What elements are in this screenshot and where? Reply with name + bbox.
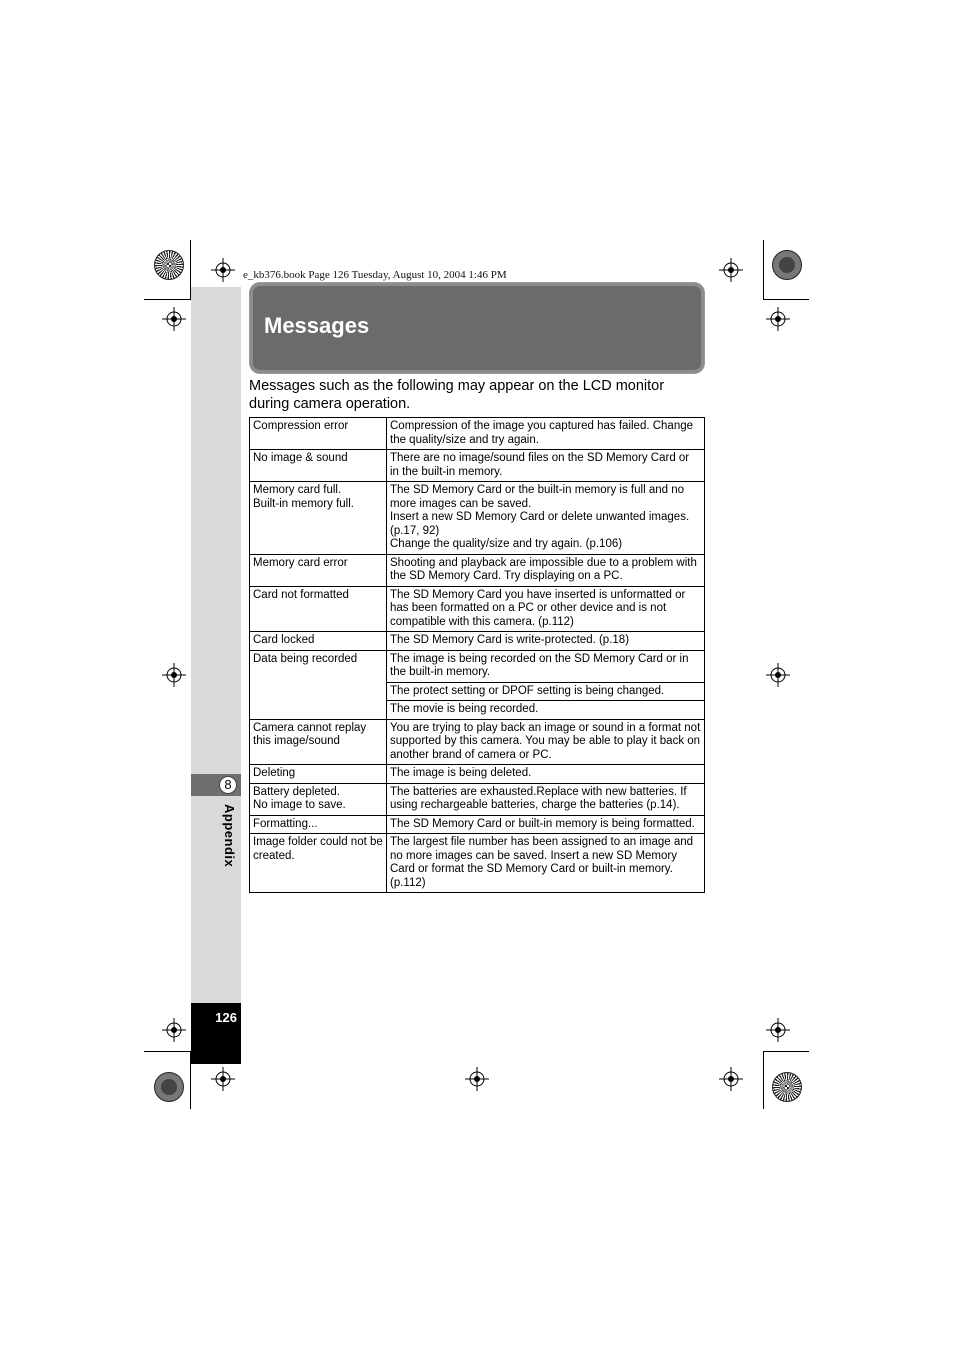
description-cell: The SD Memory Card or built-in memory is being formatted. [387, 815, 705, 834]
message-cell: Camera cannot replay this image/sound [250, 719, 387, 765]
color-target-icon [772, 250, 802, 280]
table-row [250, 482, 705, 555]
side-strip [191, 287, 241, 1064]
registration-mark-icon [719, 258, 743, 282]
message-cell: Memory card error [250, 554, 387, 586]
description-cell: The SD Memory Card you have inserted is unformatted or has been formatted on a PC or other device and is not compatible with this camera. (p.112) [387, 586, 705, 632]
table-row [250, 815, 705, 834]
chapter-number: 8 [219, 776, 237, 794]
registration-mark-icon [766, 1018, 790, 1042]
message-cell: Battery depleted. No image to save. [250, 783, 387, 815]
table-row [250, 719, 705, 765]
description-cell: Compression of the image you captured has failed. Change the quality/size and try again. [387, 418, 705, 450]
table-row [250, 783, 705, 815]
description-cell: The SD Memory Card or the built-in memory is full and no more images can be saved. Insert a new SD Memory Card or delete unwanted images. (p.17, 92) Change the quality/size and try again. (p.106) [387, 482, 705, 555]
message-cell: Image folder could not be created. [250, 834, 387, 893]
table-row [250, 450, 705, 482]
message-cell: Deleting [250, 765, 387, 784]
description-cell: The batteries are exhausted.Replace with new batteries. If using rechargeable batteries, charge the batteries (p.14). [387, 783, 705, 815]
description-cell: Shooting and playback are impossible due to a problem with the SD Memory Card. Try displaying on a PC. [387, 554, 705, 586]
registration-mark-icon [766, 307, 790, 331]
registration-mark-icon [162, 663, 186, 687]
chapter-label: Appendix [222, 804, 237, 868]
table-row [250, 586, 705, 632]
table-row [250, 418, 705, 450]
registration-mark-icon [465, 1067, 489, 1091]
message-cell: Memory card full. Built-in memory full. [250, 482, 387, 555]
description-cell: The protect setting or DPOF setting is being changed. [387, 682, 705, 701]
description-cell: The image is being recorded on the SD Memory Card or in the built-in memory. [387, 650, 705, 682]
table-row [250, 834, 705, 893]
message-cell: Card not formatted [250, 586, 387, 632]
description-cell: The SD Memory Card is write-protected. (p.18) [387, 632, 705, 651]
table-row [250, 650, 705, 682]
description-cell: There are no image/sound files on the SD Memory Card or in the built-in memory. [387, 450, 705, 482]
message-cell: Formatting... [250, 815, 387, 834]
registration-mark-icon [766, 663, 790, 687]
color-target-icon [154, 1072, 184, 1102]
page-title: Messages [264, 313, 370, 338]
color-target-icon [772, 1072, 802, 1102]
messages-table [249, 417, 705, 893]
table-row [250, 554, 705, 586]
description-cell: The movie is being recorded. [387, 701, 705, 720]
description-cell: You are trying to play back an image or sound in a format not supported by this camera. You may be able to play it back on another brand of camera or PC. [387, 719, 705, 765]
table-row [250, 765, 705, 784]
message-cell: Card locked [250, 632, 387, 651]
description-cell: The largest file number has been assigned to an image and no more images can be saved. Insert a new SD Memory Card or format the SD Memory Card or built-in memory. (p.112) [387, 834, 705, 893]
description-cell: The image is being deleted. [387, 765, 705, 784]
registration-mark-icon [162, 1018, 186, 1042]
message-cell: No image & sound [250, 450, 387, 482]
registration-mark-icon [162, 307, 186, 331]
registration-mark-icon [211, 258, 235, 282]
message-cell: Compression error [250, 418, 387, 450]
page-number: 126 [215, 1010, 237, 1025]
intro-paragraph: Messages such as the following may appear on the LCD monitor during camera operation. [249, 378, 665, 412]
table-row [250, 632, 705, 651]
registration-mark-icon [211, 1067, 235, 1091]
color-target-icon [154, 250, 184, 280]
print-header: e_kb376.book Page 126 Tuesday, August 10, 2004 1:46 PM [243, 269, 507, 281]
message-cell: Data being recorded [250, 650, 387, 719]
registration-mark-icon [719, 1067, 743, 1091]
